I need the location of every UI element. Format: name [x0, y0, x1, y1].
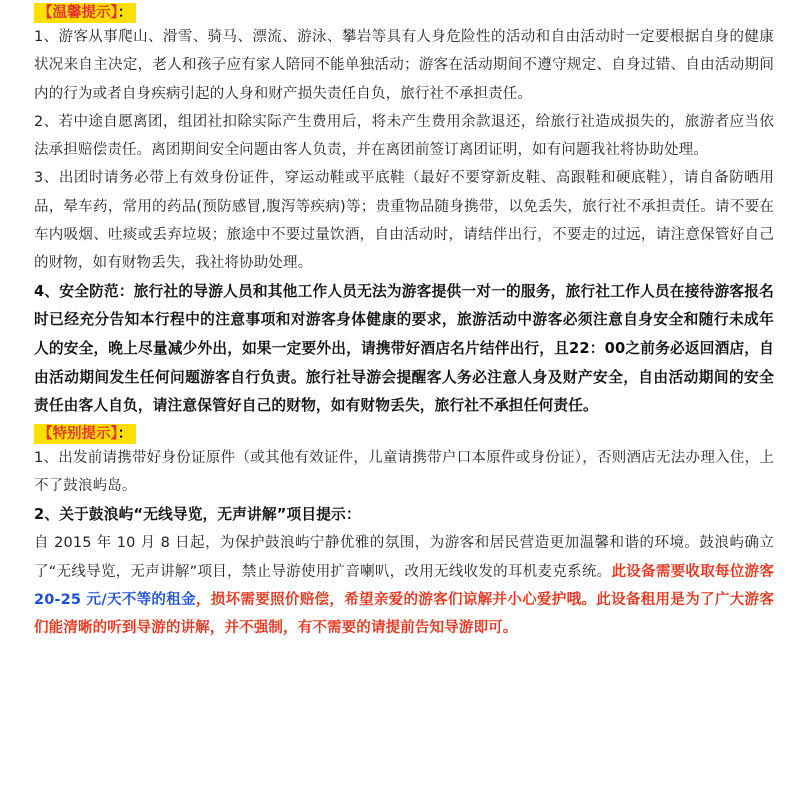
warm-tips-heading — [34, 3, 136, 23]
warm-tip-2: 2、若中途自愿离团，组团社扣除实际产生费用后，将未产生费用余款退还，给旅行社造成损失的，旅游者应当依法承担赔偿责任。离团期间安全问题由客人负责，并在离团前签订离团证明，如有问题我社将协助处理。 — [34, 113, 774, 159]
special-tips-heading-text: 【特别提示】 — [38, 426, 118, 443]
special-tip-2-normal-text: 自 2015 年 10 月 8 日起，为保护鼓浪屿宁静优雅的氛围，为游客和居民营造更加温馨和谐的环境。鼓浪屿确立了“无线导览，无声讲解”项目，禁止导游使用扩音喇叭，改用无线收发的耳机麦克系统。 — [34, 535, 774, 580]
special-tip-2-red-text-1: 此设备需要收取每位游客 — [611, 563, 774, 580]
warm-tips-heading-text: 【温馨提示】 — [38, 5, 118, 21]
warm-tips-heading-colon: ： — [117, 5, 133, 21]
special-tip-1: 1、出发前请携带好身份证原件（或其他有效证件，儿童请携带户口本原件或身份证），否则酒店无法办理入住，上不了鼓浪屿岛。 — [34, 450, 774, 495]
special-tips-heading — [34, 424, 136, 444]
special-tip-2-body — [34, 529, 774, 642]
warm-tip-1: 1、游客从事爬山、滑雪、骑马、漂流、游泳、攀岩等具有人身危险性的活动和自由活动时一定要根据自身的健康状况来自主决定，老人和孩子应有家人陪同不能单独活动；游客在活动期间不遵守规定、自身过错、自由活动期间内的行为或者自身疾病引起的人身和财产损失责任自负，旅行社不承担责任。 — [34, 29, 774, 102]
travel-notice-document — [34, 0, 774, 643]
warm-tip-4-safety: 4、安全防范：旅行社的导游人员和其他工作人员无法为游客提供一对一的服务，旅行社工作人员在接待游客报名时已经充分告知本行程中的注意事项和对游客身体健康的要求，旅游活动中游客必须注意自身安全和随行未成年人的安全，晚上尽量减少外出，如果一定要外出，请携带好酒店名片结伴出行，且22：00之前务必返回酒店，自由活动期间发生任何问题游客自行负责。旅行社导游会提醒客人务必注意人身及财产安全，自由活动期间的安全责任由客人自负，请注意保管好自己的财物，如有财物丢失，旅行社不承担任何责任。 — [34, 282, 774, 415]
special-tip-2-title: 2、关于鼓浪屿“无线导览，无声讲解”项目提示： — [34, 505, 361, 523]
special-tip-2-rental-price: 20-25 元/天不等的租金 — [34, 592, 196, 609]
special-tip-2-red-text-2: ，损坏需要照价赔偿，希望亲爱的游客们谅解并小心爱护哦。此设备租用是为了广大游客们能清晰的听到导游的讲解，并不强制，有不需要的请提前告知导游即可。 — [34, 592, 774, 637]
warm-tip-3: 3、出团时请务必带上有效身份证件，穿运动鞋或平底鞋（最好不要穿新皮鞋、高跟鞋和硬底鞋），请自备防晒用品，晕车药，常用的药品(预防感冒,腹泻等疾病)等；贵重物品随身携带，以免丢失，旅行社不承担责任。请不要在车内吸烟、吐痰或丢弃垃圾；旅途中不要过量饮酒，自由活动时，请结伴出行，不要走的过远，请注意保管好自己的财物，如有财物丢失，我社将协助处理。 — [34, 170, 774, 272]
special-tips-heading-colon: ： — [117, 426, 133, 443]
